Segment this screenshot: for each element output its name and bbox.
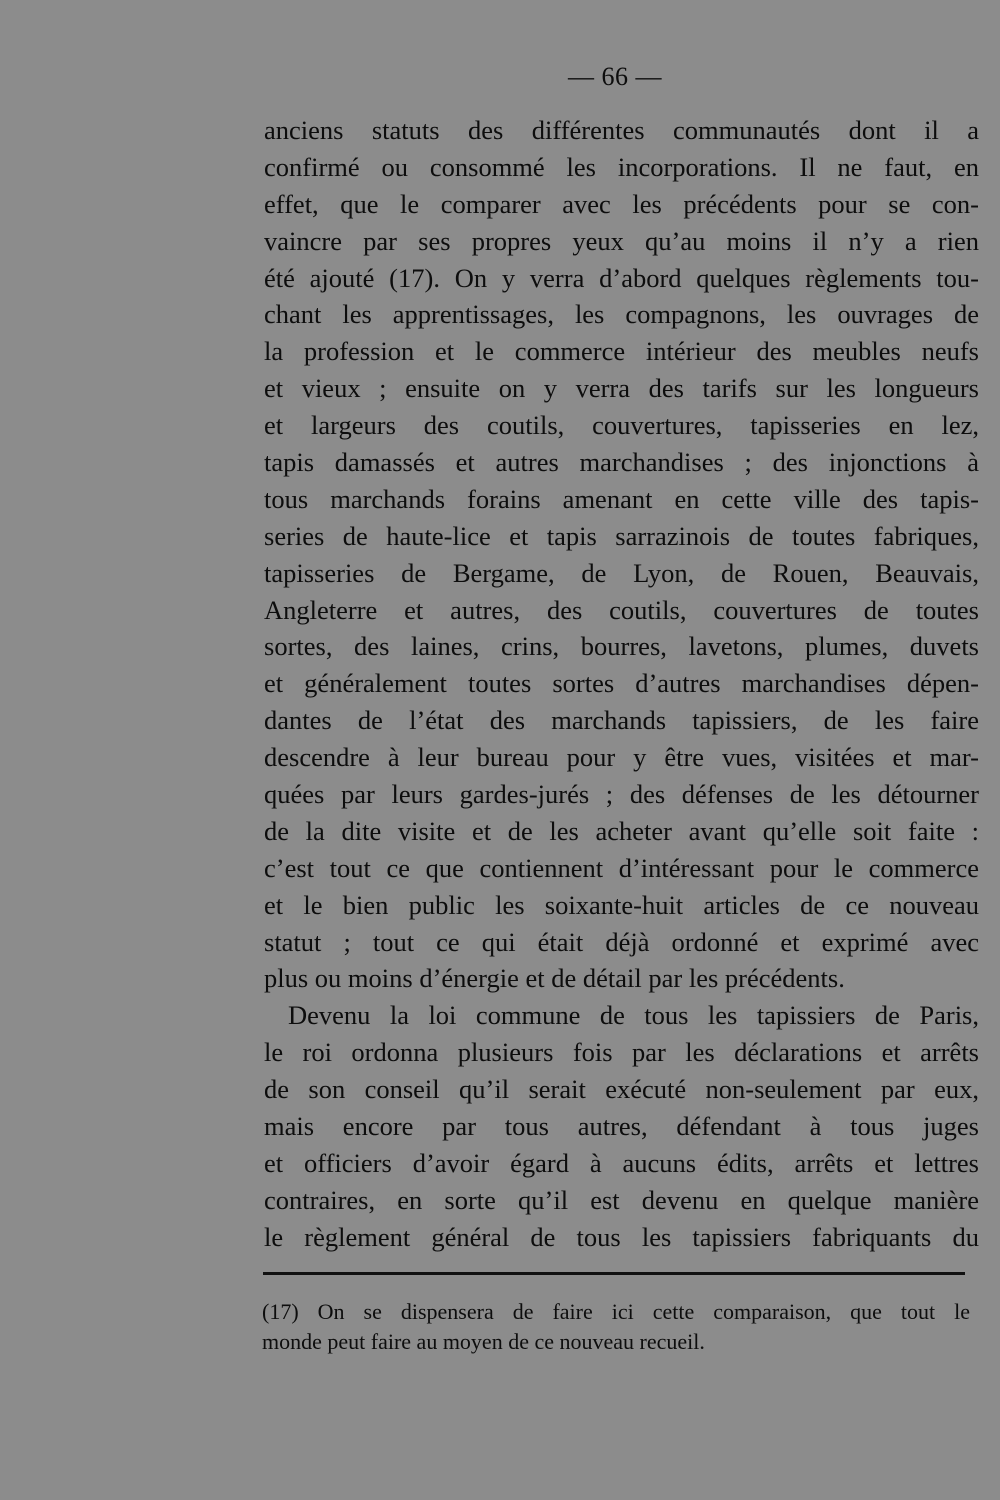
footnote	[262, 1297, 970, 1357]
text-line: et largeurs des coutils, couvertures, tapisseries en lez,	[264, 410, 979, 441]
text-line: anciens statuts des différentes communautés dont il a	[264, 115, 979, 145]
text-line: été ajouté (17). On y verra d’abord quelques règlements tou-	[264, 262, 979, 293]
text-line: la profession et le commerce intérieur des meubles neufs	[264, 336, 979, 367]
text-line: chant les apprentissages, les compagnons, les ouvrages de	[264, 299, 979, 330]
text-line: et généralement toutes sortes d’autres marchandises dépen-	[264, 668, 979, 699]
text-line: Devenu la loi commune de tous les tapissiers de Paris,	[288, 1000, 979, 1031]
text-line: quées par leurs gardes-jurés ; des défenses de les détourner	[264, 779, 979, 810]
text-line: et officiers d’avoir égard à aucuns édits, arrêts et lettres	[264, 1147, 979, 1178]
footnote-line: (17) On se dispensera de faire ici cette comparaison, que tout le	[262, 1299, 970, 1324]
text-line: mais encore par tous autres, défendant à tous juges	[264, 1111, 979, 1142]
text-line: de la dite visite et de les acheter avant qu’elle soit faite :	[264, 815, 979, 846]
footnote-divider	[263, 1272, 965, 1275]
body-text	[264, 112, 979, 1256]
text-line: tous marchands forains amenant en cette ville des tapis-	[264, 483, 979, 514]
text-line: descendre à leur bureau pour y être vues, visitées et mar-	[264, 742, 979, 773]
text-line: statut ; tout ce qui était déjà ordonné et exprimé avec	[264, 926, 979, 957]
footnote-line: monde peut faire au moyen de ce nouveau recueil.	[262, 1329, 705, 1354]
text-line: Angleterre et autres, des coutils, couvertures de toutes	[264, 594, 979, 625]
text-line: et vieux ; ensuite on y verra des tarifs sur les longueurs	[264, 373, 979, 404]
text-line: le règlement général de tous les tapissiers fabriquants du	[264, 1221, 979, 1252]
text-line: plus ou moins d’énergie et de détail par les précédents.	[264, 963, 845, 994]
page-number: — 66 —	[568, 62, 662, 91]
text-line: sortes, des laines, crins, bourres, lavetons, plumes, duvets	[264, 631, 979, 662]
text-line: et le bien public les soixante-huit articles de ce nouveau	[264, 889, 979, 920]
text-line: confirmé ou consommé les incorporations. Il ne faut, en	[264, 151, 979, 182]
text-line: dantes de l’état des marchands tapissiers, de les faire	[264, 705, 979, 736]
text-line: de son conseil qu’il serait exécuté non-seulement par eux,	[264, 1074, 979, 1105]
text-line: le roi ordonna plusieurs fois par les déclarations et arrêts	[264, 1037, 979, 1068]
text-line: vaincre par ses propres yeux qu’au moins il n’y a rien	[264, 225, 979, 256]
text-line: effet, que le comparer avec les précédents pour se con-	[264, 188, 979, 219]
text-line: contraires, en sorte qu’il est devenu en quelque manière	[264, 1184, 979, 1215]
text-line: series de haute-lice et tapis sarrazinois de toutes fabriques,	[264, 520, 979, 551]
text-line: tapisseries de Bergame, de Lyon, de Rouen, Beauvais,	[264, 557, 979, 588]
text-line: c’est tout ce que contiennent d’intéressant pour le commerce	[264, 852, 979, 883]
text-line: tapis damassés et autres marchandises ; des injonctions à	[264, 447, 979, 478]
